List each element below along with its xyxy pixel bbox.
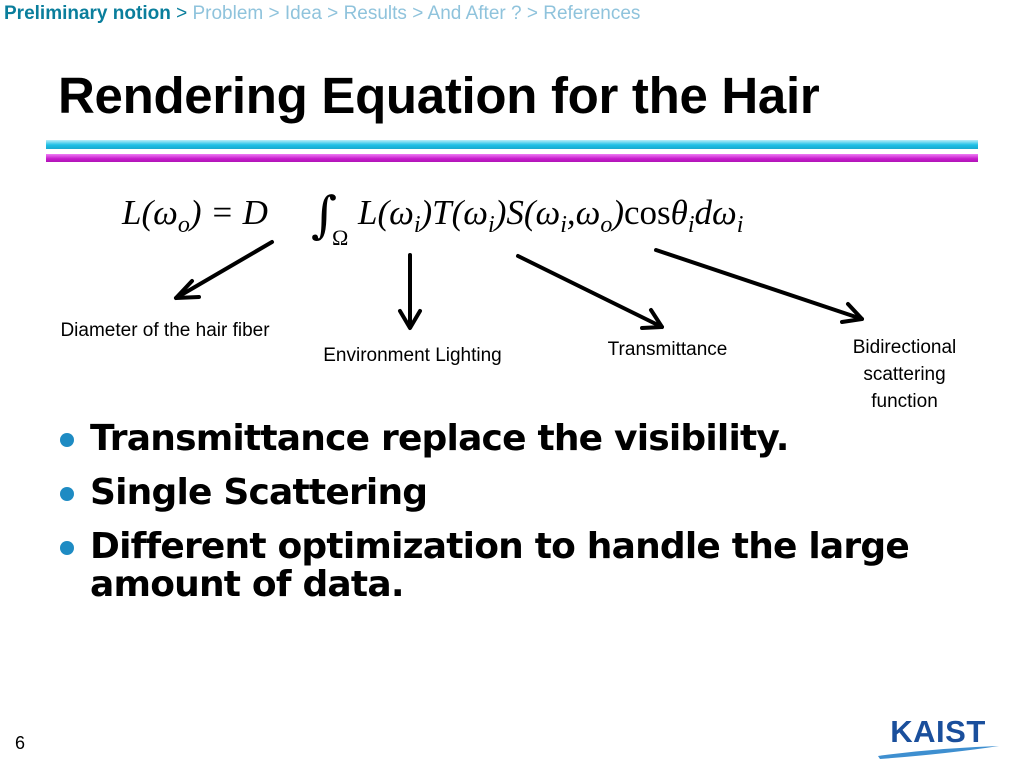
breadcrumb-item-results[interactable]: Results (343, 3, 407, 24)
bullet-text: Different optimization to handle the large amount of data. (90, 526, 909, 605)
breadcrumb-current[interactable]: Preliminary notion (4, 3, 171, 24)
arrow-environment (400, 255, 420, 328)
list-item (60, 420, 960, 458)
kaist-logo-text: KAIST (890, 714, 986, 749)
label-environment-lighting: Environment Lighting (323, 345, 502, 366)
label-diameter: Diameter of the hair fiber (60, 320, 270, 341)
arrow-bsf (656, 250, 862, 322)
equation-arrows (0, 0, 1024, 340)
bullet-dot-icon (60, 487, 74, 501)
integral-domain: Ω (332, 225, 349, 250)
breadcrumb-separator: > (526, 3, 538, 24)
kaist-logo (876, 712, 1001, 760)
label-transmittance: Transmittance (607, 339, 728, 360)
breadcrumb-separator: > (176, 3, 188, 24)
list-item (60, 474, 960, 512)
breadcrumb-item-and-after[interactable]: And After ? (427, 3, 522, 24)
list-item (60, 528, 960, 604)
bullet-text: Transmittance replace the visibility. (90, 418, 789, 459)
equation-integrand: $L(\omega_i)T(\omega_i)S(\omega_i,\omega_o)\cos\theta_id\omega_i$ (358, 193, 744, 238)
bullet-dot-icon (60, 433, 74, 447)
label-bidirectional-scattering-function: Bidirectional scattering function (852, 337, 957, 412)
arrow-transmittance (518, 256, 662, 328)
breadcrumb-separator: > (412, 3, 424, 24)
page-number: 6 (15, 733, 26, 753)
breadcrumb-item-references[interactable]: References (543, 3, 641, 24)
integral-sign: ∫ (311, 186, 338, 244)
bullet-text: Single Scattering (90, 472, 428, 513)
bullet-dot-icon (60, 541, 74, 555)
equation-text: $L(\omega_o) = D$ (122, 193, 268, 238)
bullet-list (60, 420, 960, 620)
slide-title: Rendering Equation for the Hair (58, 67, 820, 124)
breadcrumb-separator: > (327, 3, 339, 24)
breadcrumb-item-problem[interactable]: Problem (192, 3, 264, 24)
breadcrumb-separator: > (268, 3, 280, 24)
arrow-diameter (176, 242, 272, 298)
breadcrumb-item-idea[interactable]: Idea (284, 3, 322, 24)
